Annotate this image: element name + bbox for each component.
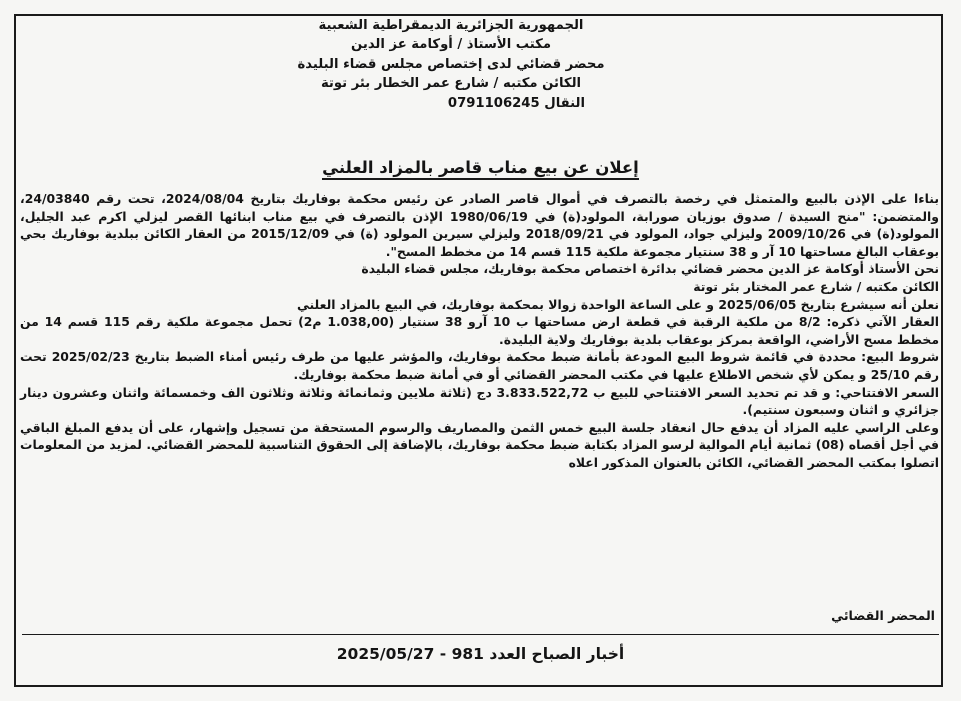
sale-conditions-paragraph: شروط البيع: محددة في قائمة شروط البيع المودعة بأمانة ضبط محكمة بوفاريك، والمؤشر عليها من طرف رئيس أمناء الضبط بتاريخ 2025/02/23 تحت رقم 25/10 و يمكن لأي شخص الاطلاع عليها في مكتب المحضر القضائي أو في أمانة ضبط محكمة بوفاريك. [20, 349, 940, 382]
notice-title [0, 158, 961, 177]
office-name: مكتب الأستاذ / أوكامة عز الدين [351, 37, 551, 53]
bailiff-jurisdiction: محضر قضائي لدى إختصاص مجلس قضاء البليدة [297, 56, 605, 72]
bailiff-paragraph: نحن الأستاذ أوكامة عز الدين محضر قضائي بدائرة اختصاص محكمة بوفاريك، مجلس قضاء البليدة [361, 261, 939, 277]
notice-title-text: إعلان عن بيع مناب قاصر بالمزاد العلني [322, 158, 639, 180]
signature: المحضر القضائي [831, 608, 935, 623]
footer-divider [22, 634, 939, 635]
country-name: الجمهورية الجزائرية الديمقراطية الشعبية [318, 18, 584, 33]
payment-terms-paragraph: وعلى الراسي عليه المزاد أن يدفع حال انعقاد جلسة البيع خمس الثمن والمصاريف والرسوم المستحقة من تسجيل وإشهار، على أن يدفع المبلغ الباقي في أجل أقصاه (08) ثمانية أيام الموالية لرسو المزاد بكتابة ضبط محكمة بوفاريك، بالإضافة إلى الحقوق التناسبية للمحضر القضائي. لمزيد من المعلومات اتصلوا بمكتب المحضر القضائي، الكائن بالعنوان المذكور اعلاه [20, 419, 939, 470]
letterhead [241, 16, 661, 113]
office-address: الكائن مكتبه / شارع عمر الخطار بئر توتة [320, 76, 582, 92]
sale-date-paragraph: نعلن أنه سيشرع بتاريخ 2025/06/05 و على الساعة الواحدة زوالا بمحكمة بوفاريك، في البيع بالمزاد العلني [296, 296, 939, 312]
authorization-paragraph: بناءا على الإذن بالبيع والمتمثل في رخصة بالتصرف في أموال قاصر الصادر عن رئيس محكمة بوفاريك بتاريخ 2024/08/04، تحت رقم 24/03840، والمتضمن: "منح السيدة / صدوق بوزيان صورابة، المولود(ة) في 1980/06/19 الإذن بالتصرف في بيع مناب ابنائها القصر ليزلي اكرم عبد الجليل، المولود(ة) في 2009/10/26 وليزلي جواد، المولود في 2018/09/21 وليزلي سيرين المولود (ة) في 2015/12/09 من العقار الكائن ببلدية بوفاريك بحي بوعقاب البالغ مساحتها 10 آر و 38 سنتيار مجموعة ملكية 115 قسم 14 من مخطط المسح". [20, 191, 940, 259]
opening-price-paragraph: السعر الافتتاحي: و قد تم تحديد السعر الافتتاحي للبيع ب 3.833.522,72 دج (ثلاثة ملايين وثمانمائة وثلاثة وثلاثون الف وخمسمائة واثنان وعشرون دينار جزائري و اثنان وسبعون سنتيم). [20, 384, 939, 418]
bailiff-address-paragraph: الكائن مكتبه / شارع عمر المختار بئر توتة [693, 278, 939, 294]
property-paragraph: العقار الآتي ذكره: 8/2 من ملكية الرقبة في قطعة ارض مساحتها ب 10 آرو 38 سنتيار (1.038,00 م2) تحمل مجموعة ملكية رقم 115 قسم 14 من مخطط مسح الأراضي، الواقعة بمركز بوعقاب بلدية بوفاريك ولاية البليدة. [20, 314, 939, 347]
publication-footer: أخبار الصباح العدد 981 - 2025/05/27 [336, 645, 625, 663]
phone-number: النقال 0791106245 [447, 95, 585, 111]
notice-body [20, 190, 939, 472]
